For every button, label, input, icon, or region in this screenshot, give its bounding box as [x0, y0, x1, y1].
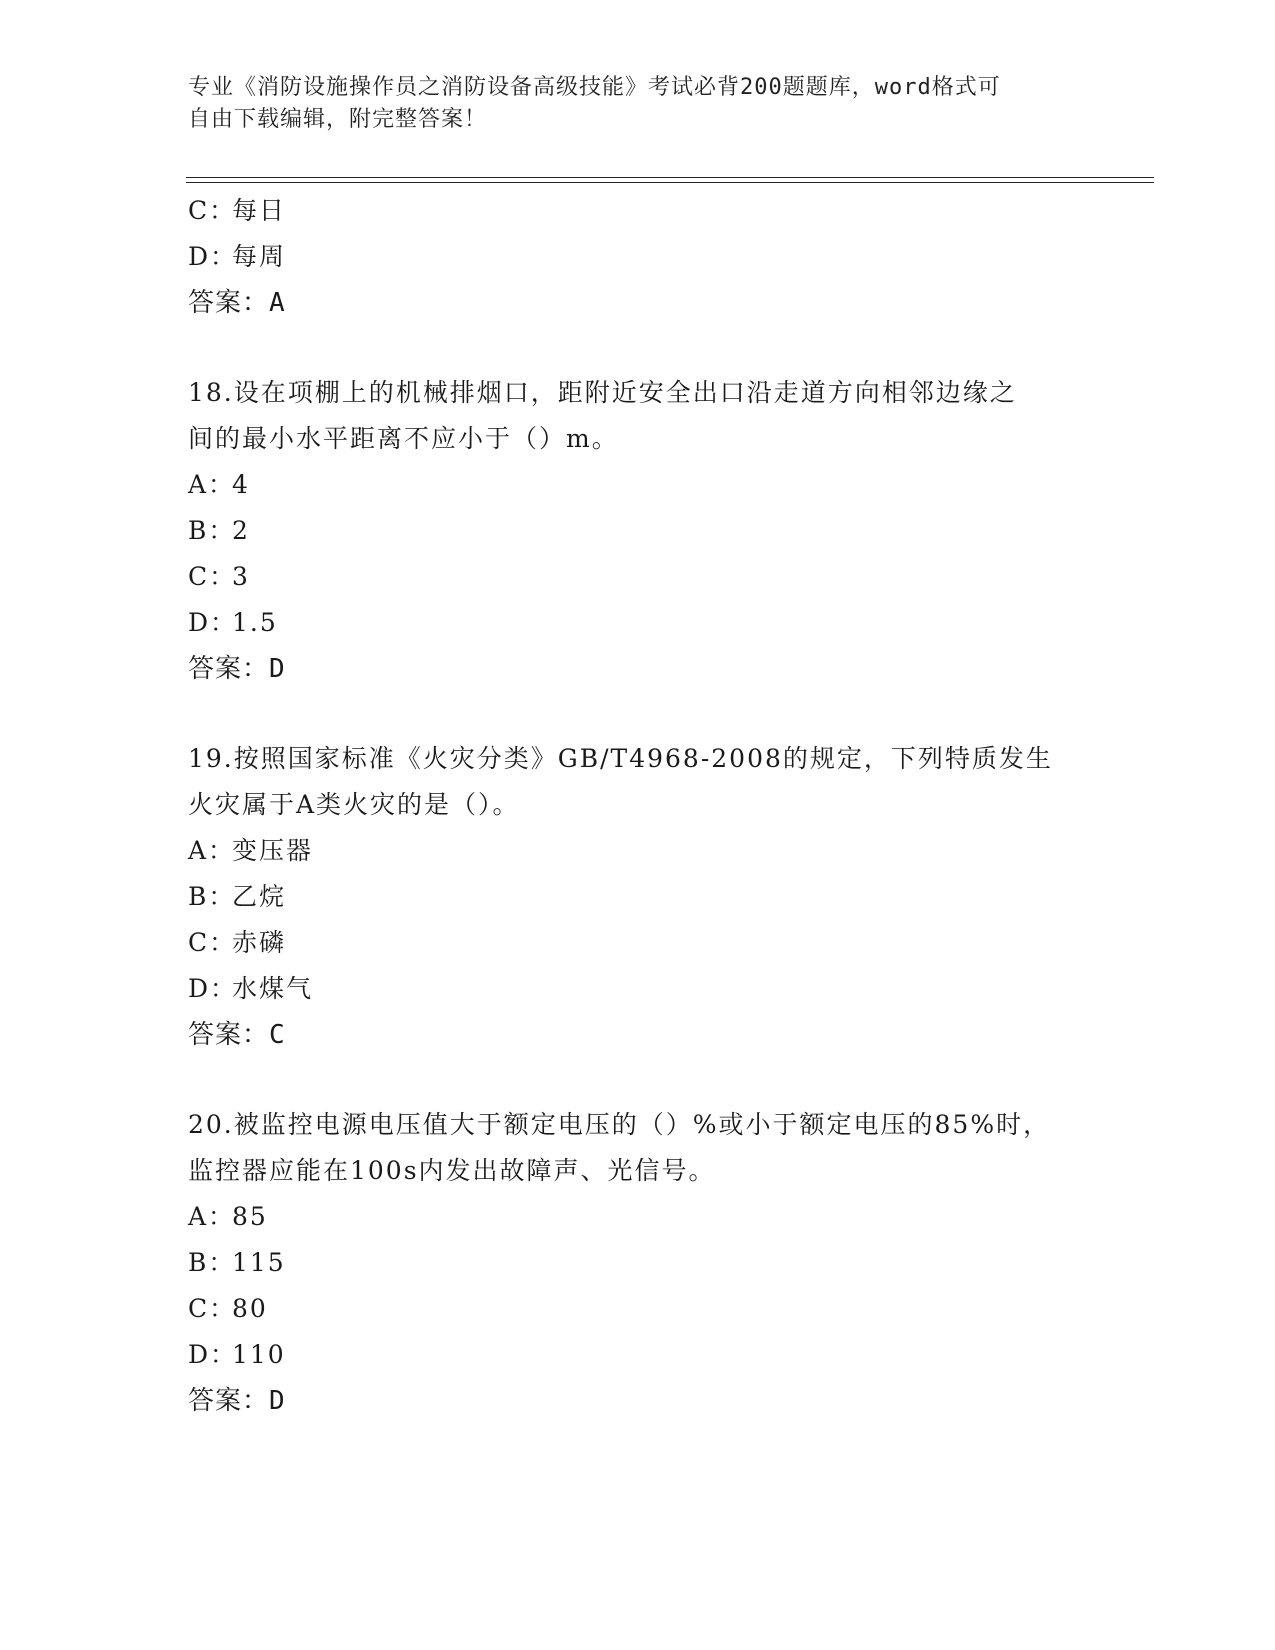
option-key: B： — [188, 516, 236, 545]
option-key: C： — [188, 1294, 237, 1323]
question-text-line: 19.按照国家标准《火灾分类》GB/T4968-2008的规定，下列特质发生 — [188, 744, 1053, 773]
option-text: 115 — [232, 1248, 286, 1277]
question-text-line: 20.被监控电源电压值大于额定电压的（）%或小于额定电压的85%时， — [188, 1110, 1051, 1139]
answer-line: 答案：A — [188, 288, 286, 318]
option-key: A： — [188, 1202, 236, 1231]
option-text: 乙烷 — [232, 882, 287, 911]
option-d — [188, 234, 1088, 280]
question-18 — [188, 370, 1088, 692]
option-text: 变压器 — [232, 836, 314, 865]
option-text: 110 — [232, 1340, 286, 1369]
option-d — [188, 600, 1088, 646]
option-text: 每日 — [232, 196, 287, 225]
option-text: 85 — [232, 1202, 268, 1231]
option-key: D： — [188, 242, 238, 271]
question-19 — [188, 736, 1088, 1058]
option-c — [188, 920, 1088, 966]
question-text-line: 火灾属于A类火灾的是（）。 — [188, 790, 520, 819]
option-c — [188, 188, 1088, 234]
option-c — [188, 1286, 1088, 1332]
question-text-line: 间的最小水平距离不应小于（）m。 — [188, 424, 619, 453]
option-b — [188, 508, 1088, 554]
answer-line: 答案：D — [188, 1386, 286, 1416]
option-key: A： — [188, 836, 236, 865]
header-line-2: 自由下载编辑，附完整答案！ — [188, 107, 488, 132]
option-text: 4 — [232, 470, 250, 499]
option-key: C： — [188, 562, 237, 591]
option-text: 1.5 — [232, 608, 278, 637]
option-key: D： — [188, 608, 238, 637]
option-a — [188, 462, 1088, 508]
header-line-1: 专业《消防设施操作员之消防设备高级技能》考试必背200题题库，word格式可 — [188, 75, 1001, 100]
header-divider-bottom — [186, 182, 1154, 183]
page-header — [188, 72, 1068, 136]
question-text-line: 18.设在项棚上的机械排烟口，距附近安全出口沿走道方向相邻边缘之 — [188, 378, 1017, 407]
question-20 — [188, 1102, 1088, 1424]
option-text: 每周 — [232, 242, 287, 271]
option-c — [188, 554, 1088, 600]
option-a — [188, 828, 1088, 874]
option-d — [188, 966, 1088, 1012]
option-b — [188, 1240, 1088, 1286]
option-key: A： — [188, 470, 236, 499]
header-divider-top — [186, 177, 1154, 178]
option-key: C： — [188, 928, 237, 957]
option-b — [188, 874, 1088, 920]
option-key: C： — [188, 196, 237, 225]
option-a — [188, 1194, 1088, 1240]
question-content — [188, 188, 1088, 1424]
option-text: 赤磷 — [232, 928, 287, 957]
option-text: 80 — [232, 1294, 268, 1323]
answer-line: 答案：C — [188, 1020, 286, 1050]
option-d — [188, 1332, 1088, 1378]
option-text: 3 — [232, 562, 250, 591]
option-key: B： — [188, 1248, 236, 1277]
option-text: 水煤气 — [232, 974, 314, 1003]
option-text: 2 — [232, 516, 250, 545]
question-17-continuation — [188, 188, 1088, 326]
option-key: D： — [188, 974, 238, 1003]
option-key: B： — [188, 882, 236, 911]
option-key: D： — [188, 1340, 238, 1369]
question-text-line: 监控器应能在100s内发出故障声、光信号。 — [188, 1156, 716, 1185]
answer-line: 答案：D — [188, 654, 286, 684]
